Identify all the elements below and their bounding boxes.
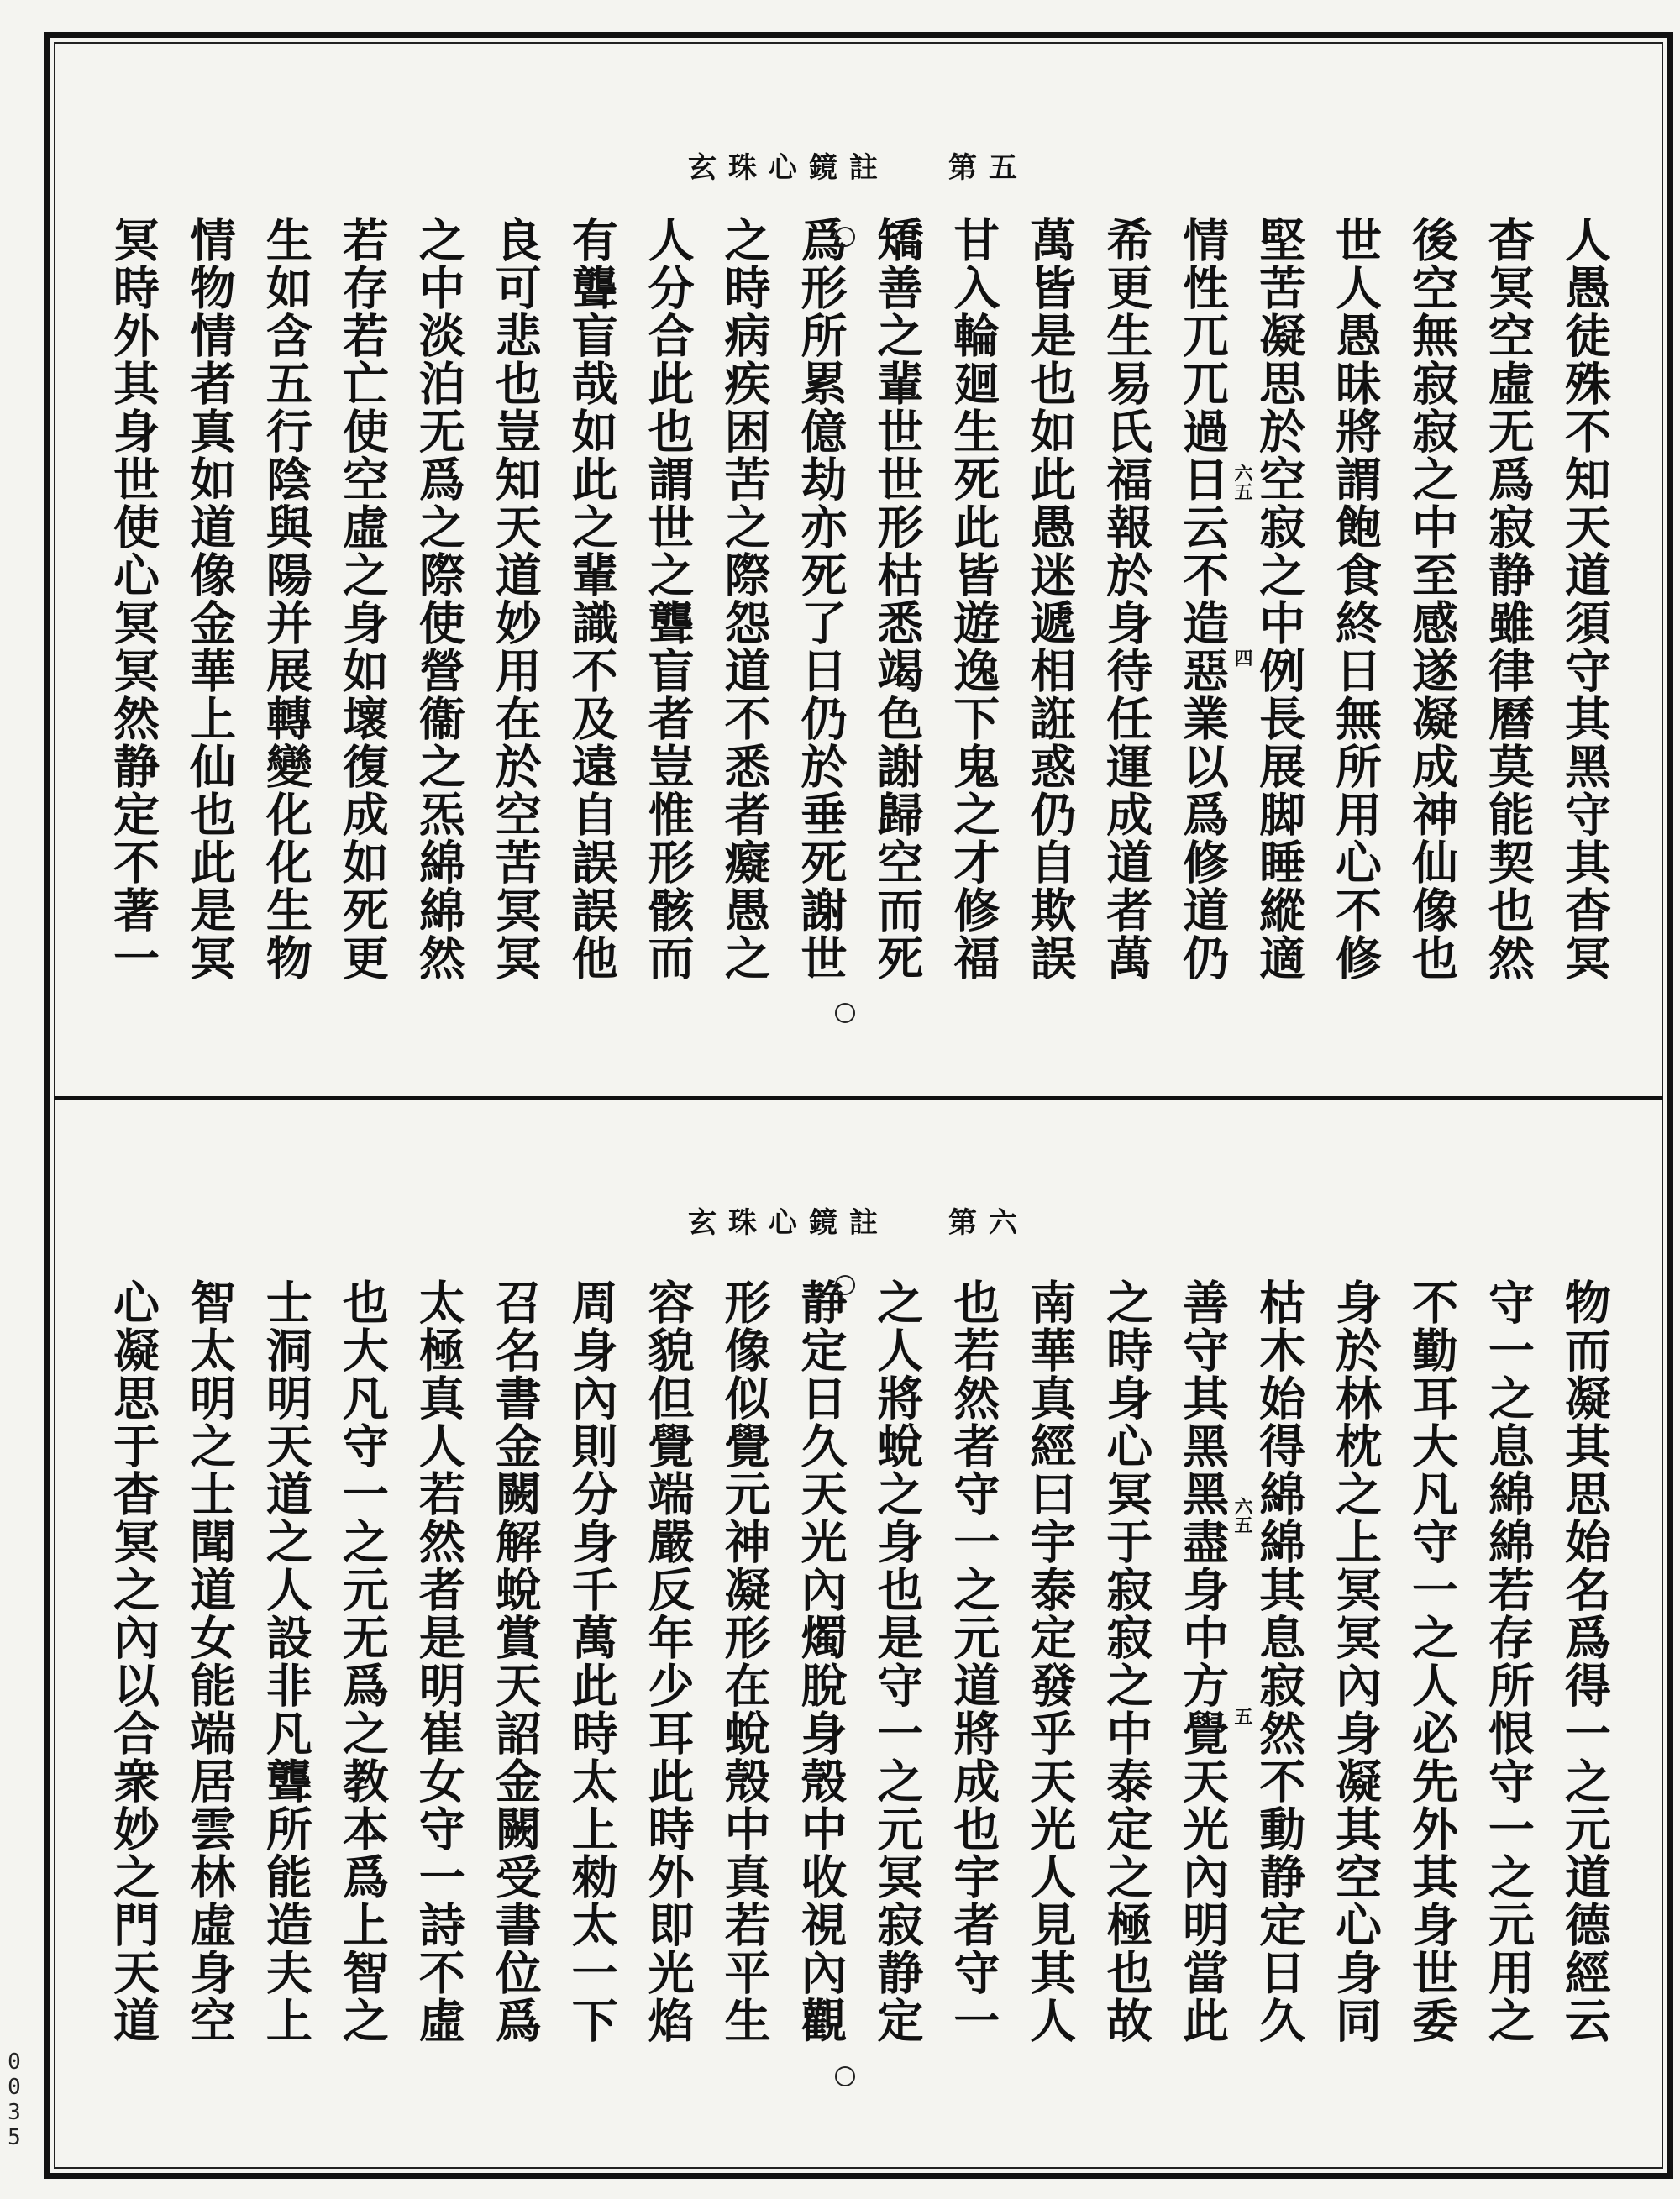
text-column: 周身內則分身千萬此時太上勑太一下 (564, 1278, 619, 2044)
text-column: 人愚徒殊不知天道須守其黑守其杳冥 (1557, 216, 1612, 982)
margin-marker: 六五 (1231, 1497, 1253, 1534)
margin-marker: 五 (1231, 1707, 1253, 1725)
margin-marker: 六五 (1231, 464, 1253, 501)
text-column: 枯木始得綿綿其息寂然不動静定日久 (1252, 1278, 1307, 2044)
text-column: 情性兀兀過日云不造惡業以爲修道仍 (1175, 216, 1231, 982)
text-column: 也大凡守一之元无爲之教本爲上智之 (334, 1278, 390, 2044)
text-column: 有聾盲哉如此之輩識不及遠自誤誤他 (564, 216, 619, 982)
text-column: 甘入輪廻生死此皆遊逸下鬼之才修福 (946, 216, 1001, 982)
text-column: 南華真經曰宇泰定發乎天光人見其人 (1022, 1278, 1078, 2044)
text-column: 心凝思于杳冥之內以合衆妙之門天道 (106, 1278, 160, 2044)
text-column: 爲形所累億劫亦死了日仍於垂死謝世 (793, 216, 848, 982)
text-columns (102, 1278, 1614, 2135)
text-column: 身於林枕之上冥冥內身凝其空心身同 (1328, 1278, 1383, 2044)
text-column: 堅苦凝思於空寂之中例長展脚睡縱適 (1252, 216, 1307, 982)
punctuation-circle (835, 1003, 855, 1023)
page-divider (54, 1096, 1663, 1100)
text-column: 不勤耳大凡守一之人必先外其身世委 (1404, 1278, 1459, 2044)
text-column: 形像似覺元神凝形在蛻殼中真若平生 (717, 1278, 772, 2044)
header-title: 玄珠心鏡註 (688, 151, 890, 185)
text-column: 静定日久天光內燭脫身殼中收視內觀 (793, 1278, 848, 2044)
text-column: 冥時外其身世使心冥冥然静定不著一 (106, 216, 160, 982)
text-column: 世人愚昧將謂飽食終日無所用心不修 (1328, 216, 1383, 982)
margin-marker: 四 (1231, 648, 1253, 667)
text-column: 士洞明天道之人設非凡聾所能造夫上 (258, 1278, 313, 2044)
text-column: 之時身心冥于寂寂之中泰定之極也故 (1099, 1278, 1154, 2044)
text-columns (102, 216, 1614, 1073)
text-column: 物而凝其思始名爲得一之元道德經云 (1557, 1278, 1612, 2044)
text-column: 之人將蛻之身也是守一之元冥寂静定 (869, 1278, 925, 2044)
text-column: 後空無寂寂之中至感遂凝成神仙像也 (1404, 216, 1459, 982)
text-column: 生如含五行陰與陽并展轉變化化生物 (258, 216, 313, 982)
punctuation-circle (835, 227, 855, 247)
text-column: 萬皆是也如此愚迷遞相誑惑仍自欺誤 (1022, 216, 1078, 982)
text-column: 矯善之輩世世形枯悉竭色謝歸空而死 (869, 216, 925, 982)
text-column: 容貌但覺端嚴反年少耳此時外即光焰 (640, 1278, 696, 2044)
text-column: 也若然者守一之元道將成也宇者守一 (946, 1278, 1001, 2044)
punctuation-circle (835, 2066, 855, 2086)
page-five (54, 44, 1663, 1095)
text-column: 智太明之士聞道女能端居雲林虛身空 (181, 1278, 237, 2044)
header-section: 第六 (948, 1206, 1029, 1240)
text-column: 若存若亡使空虛之身如壞復成如死更 (334, 216, 390, 982)
text-column: 之中淡泊无爲之際使營衞之炁綿綿然 (411, 216, 466, 982)
text-column: 之時病疾困苦之際怨道不悉者癡愚之 (717, 216, 772, 982)
text-column: 守一之息綿綿若存所恨守一之元用之 (1480, 1278, 1536, 2044)
text-column: 人分合此也謂世之聾盲者豈惟形骸而 (640, 216, 696, 982)
text-column: 召名書金闕解蛻賞天詔金闕受書位爲 (487, 1278, 543, 2044)
text-column: 杳冥空虛无爲寂静雖律曆莫能契也然 (1480, 216, 1536, 982)
header-title: 玄珠心鏡註 (688, 1206, 890, 1240)
page-header (54, 144, 1663, 186)
text-column: 情物情者真如道像金華上仙也此是冥 (181, 216, 237, 982)
text-column: 良可悲也豈知天道妙用在於空苦冥冥 (487, 216, 543, 982)
page-six (54, 1102, 1663, 2167)
text-column: 善守其黑黑盡身中方覺天光內明當此 (1175, 1278, 1231, 2044)
header-section: 第五 (948, 151, 1029, 185)
page-number: 0035 (2, 2049, 27, 2150)
punctuation-circle (835, 1275, 855, 1295)
page-header (54, 1199, 1663, 1241)
text-column: 太極真人若然者是明崔女守一詩不虛 (411, 1278, 466, 2044)
text-column: 希更生易氏福報於身待任運成道者萬 (1099, 216, 1154, 982)
